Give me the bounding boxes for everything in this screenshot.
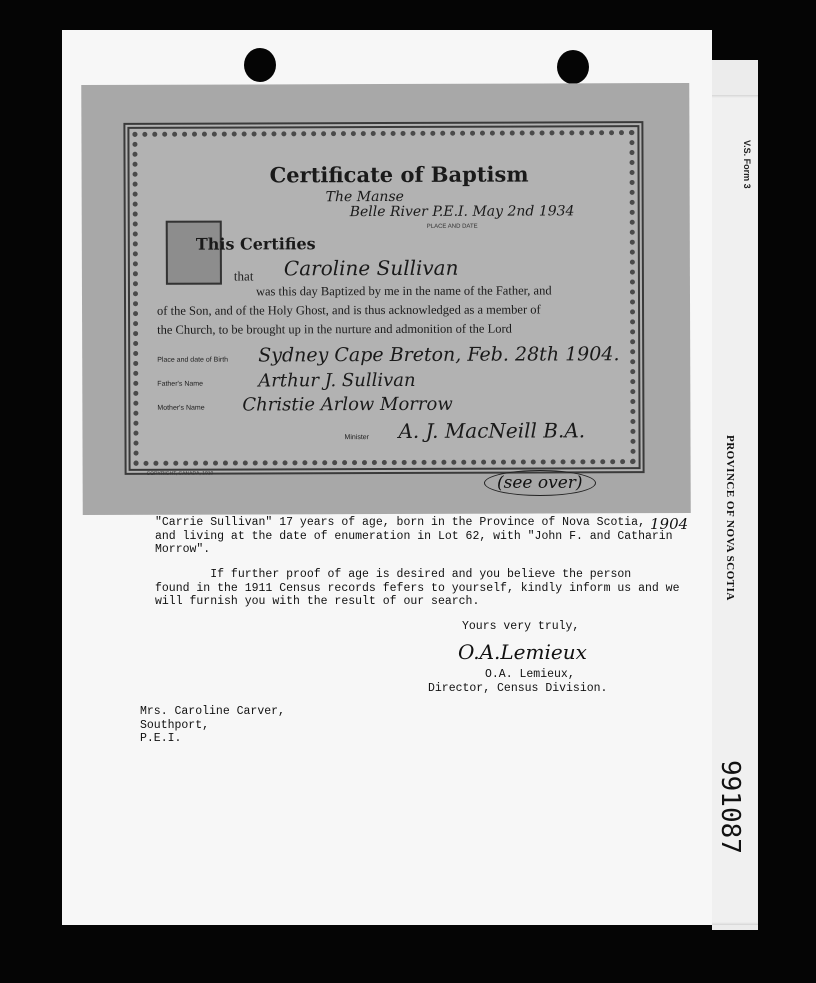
punch-hole [557,50,589,84]
letter-closing: Yours very truly, [462,620,580,633]
certificate-title: Certificate of Baptism [269,161,529,188]
letter-paragraph-2: If further proof of age is desired and you believe the person found in the 1911 Census records fefers to yourself, kindly inform us and we will furnish you with the result of our search. [155,568,680,608]
mother-label: Mother's Name [157,404,205,412]
punch-hole [244,48,276,82]
place-date-caption: PLACE AND DATE [426,223,478,230]
handwritten-signature: O.A.Lemieux [458,640,587,664]
certificate-text-line-3: the Church, to be brought up in the nurture and admonition of the Lord [157,321,512,337]
minister-label: Minister [344,434,370,442]
that-label: that [233,268,254,284]
place-handwritten-line-2: Belle River P.E.I. May 2nd 1934 [349,203,575,221]
signer-title: Director, Census Division. [428,682,608,695]
baptism-certificate [81,83,690,515]
see-over-note: (see over) [484,470,596,496]
letter-paragraph-1: "Carrie Sullivan" 17 years of age, born in the Province of Nova Scotia, and living at the date of enumeration in Lot 62, with "John F. and Catharin Morrow". [155,516,673,556]
father-label: Father's Name [157,380,203,388]
father-value: Arthur J. Sullivan [258,369,416,392]
baptized-name: Caroline Sullivan [283,255,459,281]
this-certifies-heading: This Certifies [195,234,316,254]
certificate-text-line-1: was this day Baptized by me in the name of the Father, and [255,283,552,299]
signer-name: O.A. Lemieux, [485,668,575,681]
place-handwritten-line-1: The Manse [325,188,404,206]
margin-year-note: 1904 [650,515,689,533]
form-label: V.S. Form 3 [742,140,752,189]
mother-value: Christie Arlow Morrow [242,393,453,416]
birth-label: Place and date of Birth [157,356,229,364]
birth-value: Sydney Cape Breton, Feb. 28th 1904. [258,343,620,367]
minister-signature: A. J. MacNeill B.A. [398,418,586,443]
certificate-text-line-2: of the Son, and of the Holy Ghost, and is thus acknowledged as a member of [157,302,541,318]
form-number: 991087 [715,760,745,854]
copyright-notice: COPYRIGHT, CANADA, 1910 [146,470,214,477]
province-heading: PROVINCE OF NOVA SCOTIA [724,435,736,601]
recipient-address: Mrs. Caroline Carver, Southport, P.E.I. [140,705,285,745]
